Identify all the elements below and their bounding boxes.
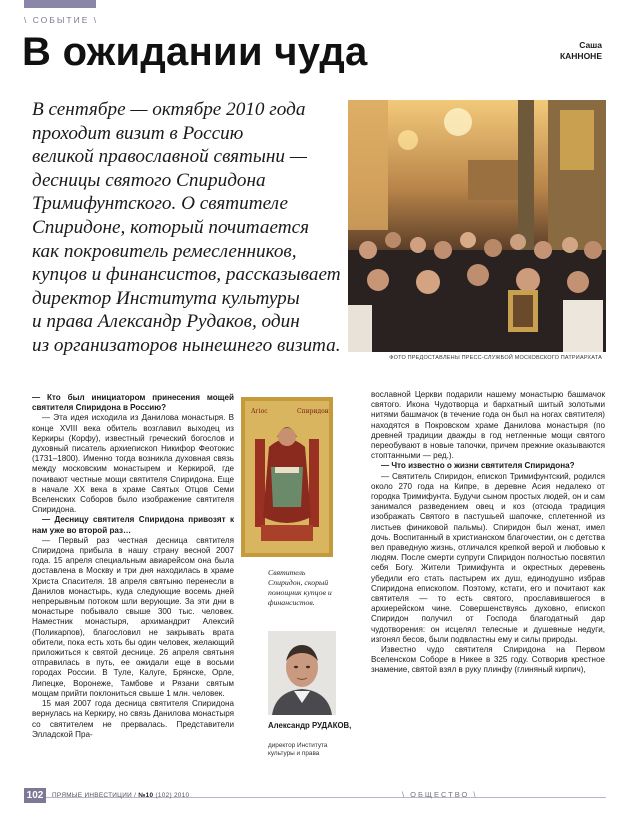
author-first-name: Саша xyxy=(579,40,602,50)
lead-line: великой православной святыни — xyxy=(32,146,307,168)
icon-inscription-left: Агіос xyxy=(251,408,268,415)
interview-answer: 15 мая 2007 года десница святителя Спиридона вернулась на Керкиру, но связь Данилова монастыря со святителем не прервалась. Представители Элладской Пра- xyxy=(32,699,234,739)
top-accent-bar xyxy=(24,0,96,8)
interview-question: — Кто был инициатором принесения мощей святителя Спиридона в Россию? xyxy=(32,393,234,413)
portrait-name-text: Александр РУДАКОВ, xyxy=(268,721,352,730)
interview-question: — Что известно о жизни святителя Спиридона? xyxy=(381,461,575,471)
portrait-role: директор Института культуры и права xyxy=(268,742,328,758)
column-right xyxy=(371,390,605,676)
interview-answer: вославной Церкви подарили нашему монастырю башмачок святого. Икона Чудотворца и бархатный шитый золотыми нитями башмачок (в течение года он был на ногах святителя) находятся в Покровском храме Данилова монастыря (по древней традиции дважды в год нетленные мощи святого переобувают в новые тапочки, причем прежние оказываются стоптанными — ред.). xyxy=(371,390,605,461)
lead-line: директор Института культуры xyxy=(32,287,300,309)
interview-answer: — Первый раз честная десница святителя Спиридона прибыла в нашу страну весной 2007 года. 15 апреля специальным авиарейсом она была доставлена в Москву и три дня находилась в храме Христа Спасителя. 18 апреля святыню перенесли в Данилов монастырь, куда следующие восемь дней непрерывным потоком шли верующие. За эти дни в монастыре побывало свыше 300 тыс. человек. Наместник монастыря, архимандрит Алексий (Поликарпов), благословил не закрывать врата обители, пока есть хоть бы один человек, желающий приложиться к святой деснице. 26 апреля святыня отправилась в путь, ее ожидали еще в восьми городах России. В Туле, Калуге, Брянске, Орле, Липецке, Воронеже, Тамбове и Рязани святым мощам прийти поклониться свыше 1 млн. человек. xyxy=(32,535,234,698)
page-number: 102 xyxy=(24,788,46,803)
portrait-name xyxy=(268,721,351,731)
lead-line: и права Александр Рудаков, один xyxy=(32,311,300,333)
author-last-name: КАННОНЕ xyxy=(559,51,602,61)
icon-inscription-right: Спиридон xyxy=(297,408,329,415)
photo-credit: ФОТО ПРЕДОСТАВЛЕНЫ ПРЕСС-СЛУЖБОЙ МОСКОВСКОГО ПАТРИАРХАТА xyxy=(389,355,602,361)
lead-line: проходит визит в Россию xyxy=(32,122,244,144)
lead-line: В сентябре — октябре 2010 года xyxy=(32,99,306,120)
column-left xyxy=(32,393,234,740)
portrait-photo xyxy=(268,631,336,715)
interview-answer: Известно чудо святителя Спиридона на Первом Вселенском Соборе в Никее в 325 году. Сотворив крестное знамение, святой взял в руку плинфу (глиняный кирпич), xyxy=(371,645,605,675)
issue-number: №10 xyxy=(138,792,154,799)
lead-line: Тримифунтского. О святителе xyxy=(32,193,288,215)
interview-answer: — Святитель Спиридон, епископ Тримифунтский, родился около 270 года на Кипре, в деревне Асия недалеко от городка Тримифунта. Будучи сыном простых людей, он и сам занимался разведением овец и коз (отсюда традиция изображать Святого в пастушьей шапочке, сплетенной из листьев финиковой пальмы). Спиридон был женат, имел дочь. Воспитанный в христианском благочестии, он с детства вел праведную жизнь, отличался крепкой верой и любовью к людям. После смерти супруги Спиридон полностью посвятил себя Богу. Жители Тримифунта и окрестных деревень убедили его стать пастырем их душ, единодушно избрав Спиридона епископом. Поэтому, кстати, его и почитают как святителя — то есть святого, прославившегося в архиерейском чине. Совершенствуясь духовно, епископ Спиридон получил от Господа благодатный дар чудотворения: он исцелял телесные и душевные недуги, изгонял бесов, были подвластны ему и силы природы. xyxy=(371,471,605,644)
crowd-photo xyxy=(348,100,606,352)
issue-year: (102) 2010 xyxy=(155,792,190,799)
lead-line: купцов и финансистов, рассказывает xyxy=(32,264,341,286)
magazine-title: ПРЯМЫЕ ИНВЕСТИЦИИ xyxy=(52,792,132,799)
article-title: В ожидании чуда xyxy=(22,30,368,74)
rubric-label: \ СОБЫТИЕ \ xyxy=(24,15,99,25)
lead-line: Спиридоне, который почитается xyxy=(32,216,310,238)
lead-line: как покровитель ремесленников, xyxy=(32,240,297,262)
section-label: \ ОБЩЕСТВО \ xyxy=(402,790,478,799)
lead-line: десницы святого Спиридона xyxy=(32,169,266,191)
icon-caption: Святитель Спиридон, скорый помощник купцов и финансистов. xyxy=(268,568,332,607)
lead-paragraph xyxy=(32,98,342,358)
saint-icon-image xyxy=(241,397,333,557)
interview-question: — Десницу святителя Спиридона привозят к нам уже во второй раз… xyxy=(32,515,234,535)
lead-line: из организаторов нынешнего визита. xyxy=(32,334,341,356)
magazine-name: ПРЯМЫЕ ИНВЕСТИЦИИ / №10 (102) 2010 xyxy=(52,792,190,799)
interview-answer: — Эта идея исходила из Данилова монастыря. В конце XVIII века обитель возглавил выходец из Керкиры (Корфу), известный греческий богослов и духовный писатель архиепископ Никифор Феотокис (1731–1800). Именно тогда возникла духовная связь между московским монастырем и Керкирой, где почивают честные мощи святителя Спиридона. Еще в начале XX века в храме Святых Отцов Семи Вселенских Соборов было изображение святителя Спиридона. xyxy=(32,413,234,515)
author-byline xyxy=(560,40,602,62)
